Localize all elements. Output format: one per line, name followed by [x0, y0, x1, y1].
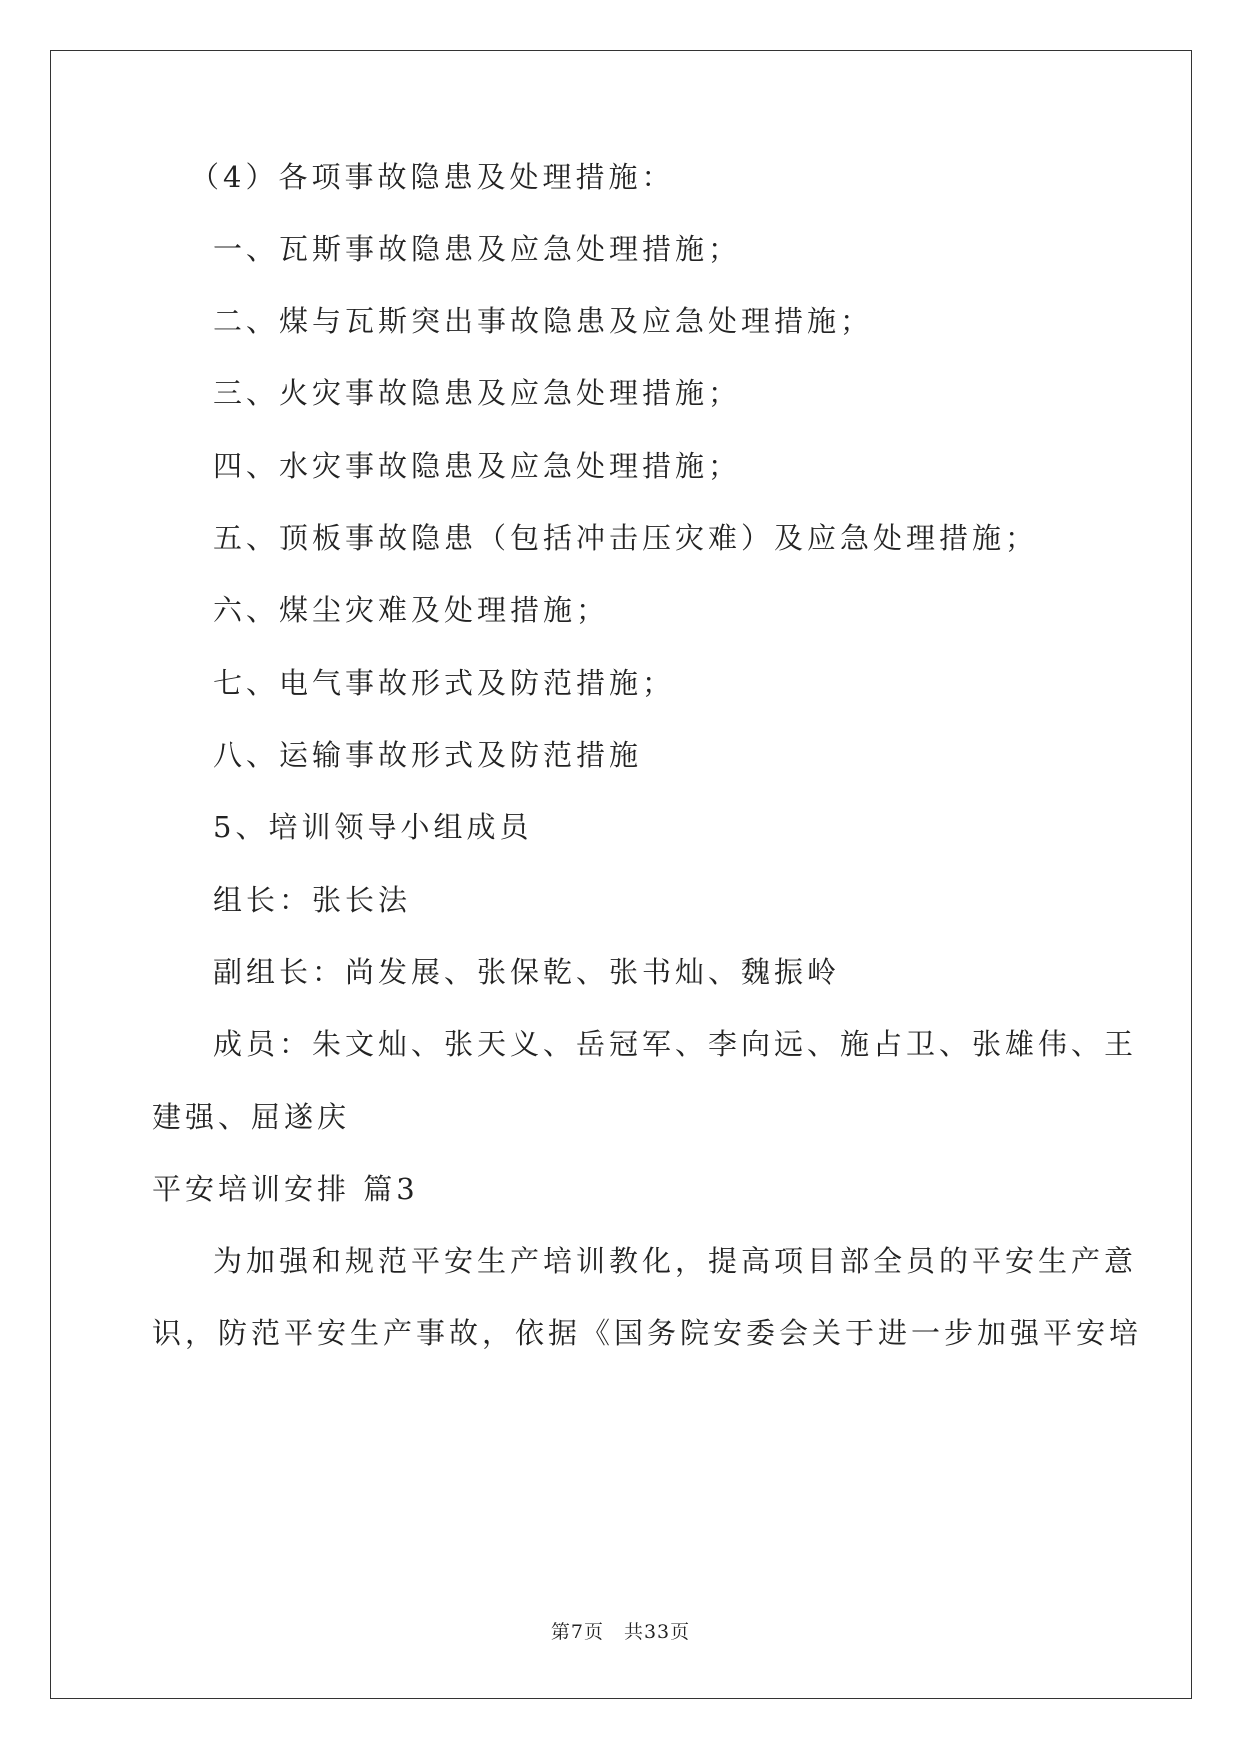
page-border	[50, 50, 1192, 1699]
page-number-footer: 第7页 共33页	[550, 1621, 691, 1643]
text-line-6: 五、顶板事故隐患（包括冲击压灾难）及应急处理措施；	[213, 521, 1039, 555]
text-line-5: 四、水灾事故隐患及应急处理措施；	[213, 449, 742, 483]
section-heading-5: 5、培训领导小组成员	[213, 810, 533, 844]
article-title: 平安培训安排 篇3	[152, 1172, 419, 1206]
text-line-7: 六、煤尘灾难及处理措施；	[213, 593, 610, 627]
text-line-4: 三、火灾事故隐患及应急处理措施；	[213, 376, 742, 410]
team-leader-line: 组长：张长法	[213, 883, 412, 917]
members-line-1: 成员：朱文灿、张天义、岳冠军、李向远、施占卫、张雄伟、王	[213, 1027, 1138, 1061]
members-line-2: 建强、屈遂庆	[152, 1100, 351, 1134]
paragraph-line-2: 识，防范平安生产事故，依据《国务院安委会关于进一步加强平安培	[152, 1316, 1143, 1350]
text-line-9: 八、运输事故形式及防范措施	[213, 738, 643, 772]
deputy-leader-line: 副组长：尚发展、张保乾、张书灿、魏振岭	[213, 955, 841, 989]
text-line-3: 二、煤与瓦斯突出事故隐患及应急处理措施；	[213, 304, 874, 338]
text-line-1: （4）各项事故隐患及处理措施：	[190, 160, 675, 194]
paragraph-line-1: 为加强和规范平安生产培训教化，提高项目部全员的平安生产意	[213, 1244, 1138, 1278]
text-line-2: 一、瓦斯事故隐患及应急处理措施；	[213, 232, 742, 266]
text-line-8: 七、电气事故形式及防范措施；	[213, 666, 676, 700]
